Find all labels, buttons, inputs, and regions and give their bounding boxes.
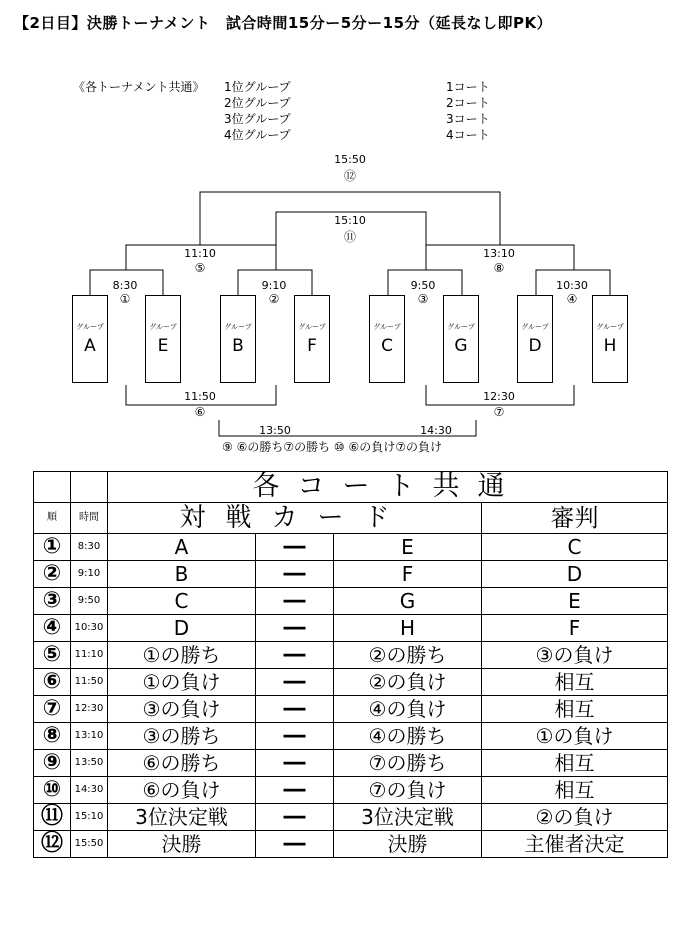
m10-time: 14:30 <box>420 424 452 437</box>
row-order: ⑫ <box>34 831 71 858</box>
row-time: 12:30 <box>71 696 108 723</box>
row-separator: ― <box>256 642 334 669</box>
court-number-3: 3コート <box>446 112 490 126</box>
row-order: ⑧ <box>34 723 71 750</box>
team-box-e <box>145 295 181 383</box>
m1-time: 8:30 <box>112 279 138 292</box>
col-order-header: 順 <box>34 503 71 534</box>
team-box-c <box>369 295 405 383</box>
table-row <box>34 588 668 615</box>
blank-cell <box>34 472 71 503</box>
row-order: ① <box>34 534 71 561</box>
row-separator: ― <box>256 615 334 642</box>
row-referee: C <box>482 534 668 561</box>
row-time: 14:30 <box>71 777 108 804</box>
row-time: 15:50 <box>71 831 108 858</box>
team-letter: E <box>157 336 169 356</box>
row-home: 3位決定戦 <box>108 804 256 831</box>
m6-number: ⑥ <box>194 405 206 419</box>
team-letter: D <box>528 336 542 356</box>
row-order: ② <box>34 561 71 588</box>
court-group-4: 4位グループ <box>224 128 291 142</box>
row-time: 11:50 <box>71 669 108 696</box>
m3-time: 9:50 <box>410 279 436 292</box>
row-away: 決勝 <box>334 831 482 858</box>
row-away: ④の勝ち <box>334 723 482 750</box>
court-group-1: 1位グループ <box>224 80 291 94</box>
m8-time: 13:10 <box>483 247 515 260</box>
m6-time: 11:50 <box>184 390 216 403</box>
table-row <box>34 642 668 669</box>
table-row <box>34 561 668 588</box>
m7-time: 12:30 <box>483 390 515 403</box>
row-away: G <box>334 588 482 615</box>
col-referee-header: 審判 <box>482 503 668 534</box>
row-away: ⑦の勝ち <box>334 750 482 777</box>
row-away: ⑦の負け <box>334 777 482 804</box>
row-separator: ― <box>256 534 334 561</box>
m2-time: 9:10 <box>261 279 287 292</box>
m11-number: ⑪ <box>343 230 356 244</box>
row-referee: F <box>482 615 668 642</box>
row-time: 15:10 <box>71 804 108 831</box>
row-time: 9:10 <box>71 561 108 588</box>
court-group-2: 2位グループ <box>224 96 291 110</box>
row-time: 13:10 <box>71 723 108 750</box>
row-order: ⑦ <box>34 696 71 723</box>
row-time: 10:30 <box>71 615 108 642</box>
table-row <box>34 669 668 696</box>
row-order: ⑪ <box>34 804 71 831</box>
team-group-label: グループ <box>447 323 475 331</box>
row-referee: ②の負け <box>482 804 668 831</box>
team-group-label: グループ <box>76 323 104 331</box>
header-row-columns <box>34 503 668 534</box>
row-referee: 相互 <box>482 750 668 777</box>
row-home: A <box>108 534 256 561</box>
team-group-label: グループ <box>149 323 177 331</box>
m4-time: 10:30 <box>556 279 588 292</box>
team-box-d <box>517 295 553 383</box>
m8-number: ⑧ <box>493 261 505 275</box>
row-order: ③ <box>34 588 71 615</box>
row-home: 決勝 <box>108 831 256 858</box>
court-number-1: 1コート <box>446 80 490 94</box>
table-row <box>34 750 668 777</box>
team-box-h <box>592 295 628 383</box>
row-away: ④の負け <box>334 696 482 723</box>
row-order: ⑨ <box>34 750 71 777</box>
m5-number: ⑤ <box>194 261 206 275</box>
schedule-table <box>33 471 668 858</box>
table-row <box>34 831 668 858</box>
team-box-g <box>443 295 479 383</box>
row-away: E <box>334 534 482 561</box>
row-separator: ― <box>256 561 334 588</box>
table-row <box>34 615 668 642</box>
row-referee: 相互 <box>482 777 668 804</box>
col-time-header: 時間 <box>71 503 108 534</box>
team-group-label: グループ <box>298 323 326 331</box>
table-row <box>34 777 668 804</box>
row-home: ①の勝ち <box>108 642 256 669</box>
row-home: D <box>108 615 256 642</box>
row-separator: ― <box>256 777 334 804</box>
court-number-4: 4コート <box>446 128 490 142</box>
row-referee: ③の負け <box>482 642 668 669</box>
m7-number: ⑦ <box>493 405 505 419</box>
team-letter: C <box>381 336 393 356</box>
team-group-label: グループ <box>373 323 401 331</box>
row-order: ④ <box>34 615 71 642</box>
row-referee: 相互 <box>482 669 668 696</box>
team-box-a <box>72 295 108 383</box>
row-away: ②の勝ち <box>334 642 482 669</box>
row-time: 11:10 <box>71 642 108 669</box>
row-referee: D <box>482 561 668 588</box>
row-home: ③の負け <box>108 696 256 723</box>
row-referee: E <box>482 588 668 615</box>
row-separator: ― <box>256 696 334 723</box>
m12-number: ⑫ <box>343 169 356 183</box>
row-separator: ― <box>256 750 334 777</box>
m12-time: 15:50 <box>334 153 366 166</box>
row-home: ③の勝ち <box>108 723 256 750</box>
team-box-f <box>294 295 330 383</box>
m4-number: ④ <box>566 292 578 306</box>
m2-number: ② <box>268 292 280 306</box>
header-row-common <box>34 472 668 503</box>
court-number-2: 2コート <box>446 96 490 110</box>
row-time: 13:50 <box>71 750 108 777</box>
row-separator: ― <box>256 588 334 615</box>
row-separator: ― <box>256 669 334 696</box>
table-row <box>34 723 668 750</box>
row-away: F <box>334 561 482 588</box>
m1-number: ① <box>119 292 131 306</box>
common-label: 《各トーナメント共通》 <box>73 80 205 94</box>
blank-cell <box>71 472 108 503</box>
team-group-label: グループ <box>596 323 624 331</box>
row-referee: 相互 <box>482 696 668 723</box>
row-away: H <box>334 615 482 642</box>
row-time: 9:50 <box>71 588 108 615</box>
team-group-label: グループ <box>521 323 549 331</box>
row-referee: 主催者決定 <box>482 831 668 858</box>
row-separator: ― <box>256 804 334 831</box>
team-letter: A <box>84 336 96 356</box>
row-referee: ①の負け <box>482 723 668 750</box>
row-separator: ― <box>256 831 334 858</box>
row-order: ⑩ <box>34 777 71 804</box>
col-match-header: 対戦カード <box>108 503 482 534</box>
bottom-matches-text: ⑨ ⑥の勝ち⑦の勝ち ⑩ ⑥の負け⑦の負け <box>222 440 442 454</box>
row-order: ⑤ <box>34 642 71 669</box>
team-group-label: グループ <box>224 323 252 331</box>
table-row <box>34 534 668 561</box>
row-time: 8:30 <box>71 534 108 561</box>
header-common: 各コート共通 <box>108 472 668 503</box>
row-home: ①の負け <box>108 669 256 696</box>
row-away: 3位決定戦 <box>334 804 482 831</box>
m11-time: 15:10 <box>334 214 366 227</box>
team-letter: B <box>232 336 244 356</box>
row-home: B <box>108 561 256 588</box>
row-away: ②の負け <box>334 669 482 696</box>
team-box-b <box>220 295 256 383</box>
row-home: C <box>108 588 256 615</box>
m9-time: 13:50 <box>259 424 291 437</box>
row-order: ⑥ <box>34 669 71 696</box>
table-row <box>34 804 668 831</box>
page-title: 【2日目】決勝トーナメント 試合時間15分ー5分ー15分（延長なし即PK） <box>14 14 553 32</box>
row-home: ⑥の負け <box>108 777 256 804</box>
team-letter: H <box>603 336 617 356</box>
row-separator: ― <box>256 723 334 750</box>
m5-time: 11:10 <box>184 247 216 260</box>
m3-number: ③ <box>417 292 429 306</box>
table-row <box>34 696 668 723</box>
team-letter: F <box>307 336 317 356</box>
court-group-3: 3位グループ <box>224 112 291 126</box>
row-home: ⑥の勝ち <box>108 750 256 777</box>
team-letter: G <box>454 336 468 356</box>
